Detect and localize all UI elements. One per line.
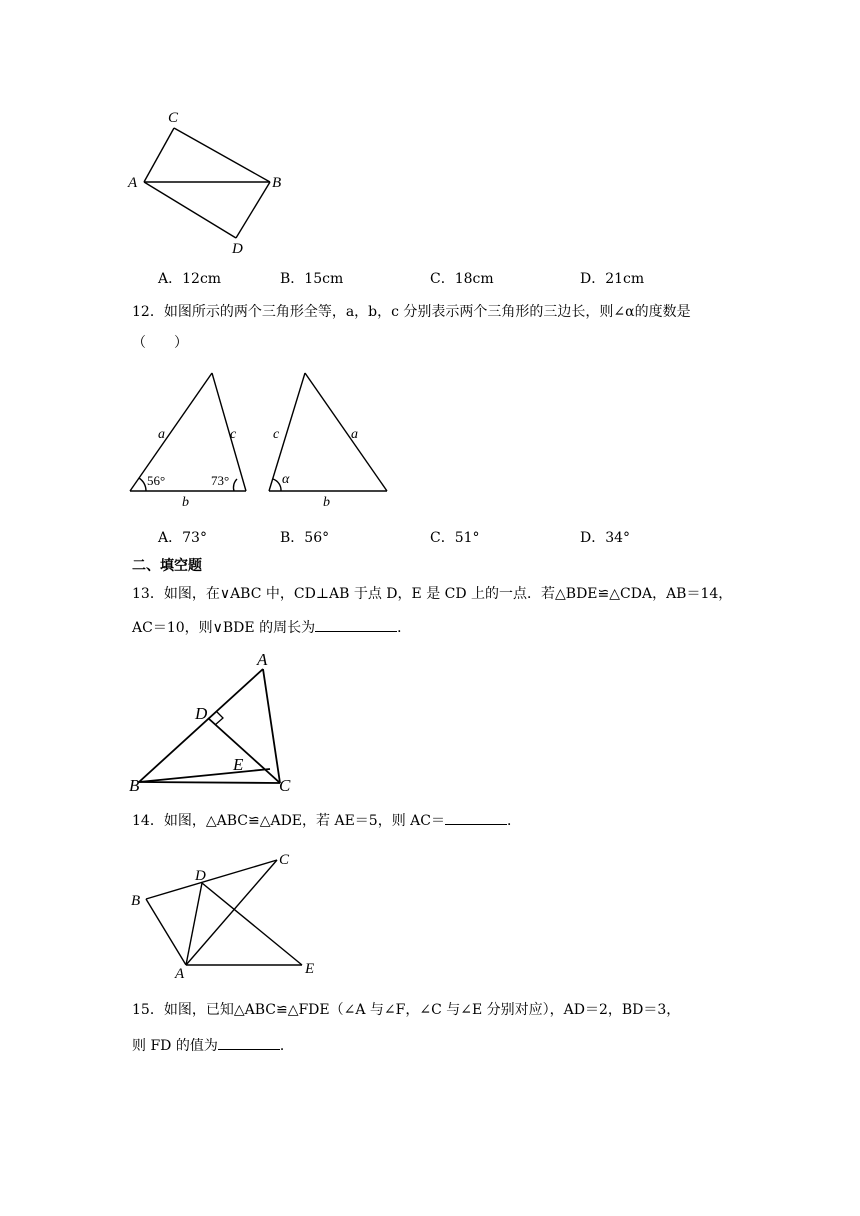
label-B: B <box>131 893 141 909</box>
right-label-a: a <box>351 427 358 442</box>
q15-answer-blank[interactable] <box>218 1035 280 1050</box>
q12-option-b: B．56° <box>280 530 330 546</box>
q14-text: 14．如图，△ABC≌△ADE，若 AE＝5，则 AC＝ ． <box>132 810 521 831</box>
label-D: D <box>195 868 206 884</box>
left-triangle-side-a <box>130 373 212 491</box>
segment-DB <box>236 182 270 238</box>
segment-AC <box>263 669 280 783</box>
q12-option-d: D．34° <box>580 530 631 546</box>
segment-BA <box>146 899 186 965</box>
q14-answer-blank[interactable] <box>445 810 507 825</box>
segment-BE <box>139 769 270 782</box>
right-label-b: b <box>323 495 330 510</box>
label-B: B <box>272 175 282 191</box>
q12-stem-line2: （ ） <box>132 335 188 351</box>
left-angle-arc-56 <box>139 478 146 491</box>
right-triangle-side-a <box>305 373 387 491</box>
label-C: C <box>279 852 290 868</box>
q15-line1: 15．如图，已知△ABC≌△FDE（∠A 与∠F，∠C 与∠E 分别对应），AD＝2，BD＝3， <box>132 1002 681 1018</box>
segment-AD <box>186 883 202 965</box>
q13-answer-blank[interactable] <box>315 617 397 632</box>
right-label-alpha: α <box>282 472 290 487</box>
right-angle-mark-D <box>215 711 223 725</box>
label-E: E <box>233 755 244 774</box>
q15-line2: 则 FD 的值为 ． <box>132 1035 294 1056</box>
label-A: A <box>175 966 185 982</box>
label-C: C <box>279 776 291 795</box>
figure-q12 <box>120 360 410 520</box>
label-E: E <box>305 961 315 977</box>
segment-BC <box>139 782 280 783</box>
left-label-a: a <box>158 427 165 442</box>
segment-AC <box>144 128 174 182</box>
left-angle-arc-73 <box>233 479 237 491</box>
figure-q11 <box>120 100 300 260</box>
section-heading-fill-in: 二、填空题 <box>132 558 202 574</box>
label-A: A <box>128 175 138 191</box>
figure-q14 <box>125 845 335 985</box>
q12-option-c: C．51° <box>430 530 480 546</box>
left-label-c: c <box>230 427 237 442</box>
segment-CB <box>174 128 270 182</box>
label-B: B <box>129 776 140 795</box>
q11-option-c: C．18cm <box>430 271 494 287</box>
segment-AD <box>144 182 236 238</box>
segment-BA <box>139 669 263 782</box>
q12-option-a: A．73° <box>158 530 207 546</box>
figure-q13 <box>125 645 315 795</box>
q11-option-a: A．12cm <box>158 271 222 287</box>
label-D: D <box>232 241 243 257</box>
q13-line1: 13．如图，在∨ABC 中，CD⊥AB 于点 D，E 是 CD 上的一点．若△BDE≌△CDA，AB＝14， <box>132 586 733 602</box>
label-D: D <box>195 704 208 723</box>
q12-stem-line1: 12．如图所示的两个三角形全等，a，b，c 分别表示两个三角形的三边长，则∠α的度数是 <box>132 304 691 320</box>
left-angle-73: 73° <box>211 473 230 488</box>
right-label-c: c <box>273 427 280 442</box>
right-angle-arc-alpha <box>273 479 281 491</box>
segment-DE <box>202 883 302 965</box>
q11-option-b: B．15cm <box>280 271 344 287</box>
left-angle-56: 56° <box>147 473 166 488</box>
q11-option-d: D．21cm <box>580 271 645 287</box>
label-C: C <box>168 110 179 126</box>
label-A: A <box>257 650 268 669</box>
left-label-b: b <box>182 495 189 510</box>
segment-BC <box>146 860 277 899</box>
q13-line2: AC＝10，则∨BDE 的周长为 ． <box>132 617 411 638</box>
